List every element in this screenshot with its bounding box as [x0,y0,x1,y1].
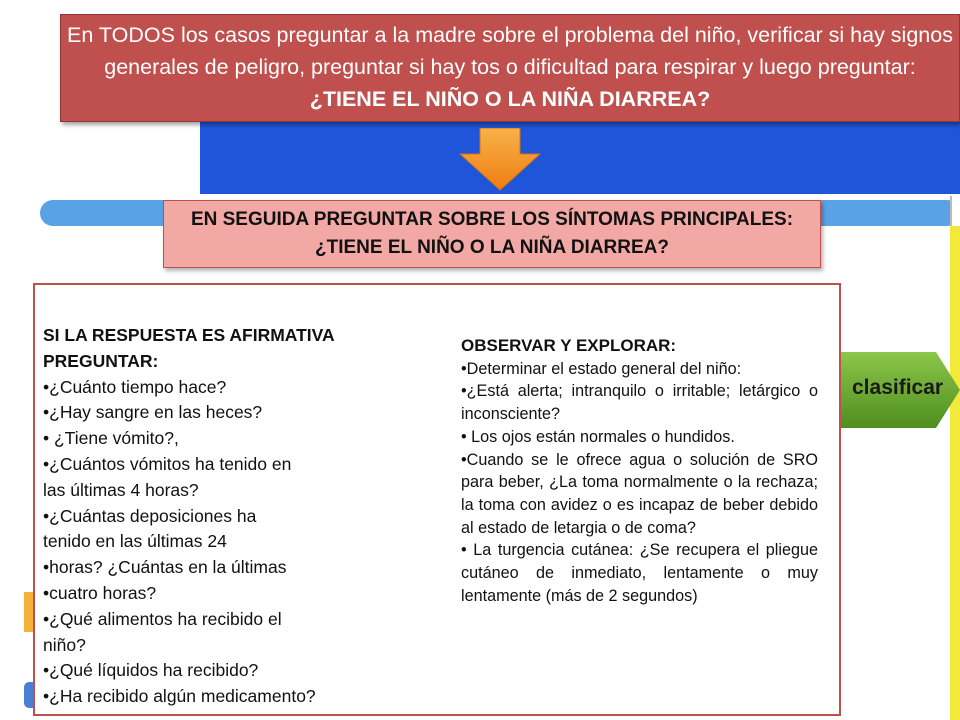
question-line: •¿Hay sangre en las heces? [43,402,263,423]
sub-banner-line-1: EN SEGUIDA PREGUNTAR SOBRE LOS SÍNTOMAS PRINCIPALES: [190,209,794,230]
observe-item: •¿Está alerta; intranquilo o irritable; letárgico o inconsciente? [461,382,818,424]
observe-item: • La turgencia cutánea: ¿Se recupera el pliegue cutáneo de inmediato, lentamente o muy lentamente (más de 2 segundos) [461,541,818,605]
question-line: niño? [43,634,86,655]
observe-heading: OBSERVAR Y EXPLORAR: [461,336,677,355]
yellow-strip [950,226,960,720]
question-line: • ¿Tiene vómito?, [43,428,179,449]
question-line: •¿Cuántas deposiciones ha [43,505,257,526]
top-banner-text: En TODOS los casos preguntar a la madre sobre el problema del niño, verificar si hay signos generales de peligro, preguntar si hay tos o dificultad para respirar y luego preguntar: [67,23,953,79]
question-line: •cuatro horas? [43,582,157,603]
observe-item: •Cuando se le ofrece agua o solución de SRO para beber, ¿La toma normalmente o la rechaza; la toma con avidez o es incapaz de beber debido al estado de letargia o de coma? [461,450,818,537]
yellow-strip-top [950,196,960,226]
questions-heading-line-1: SI LA RESPUESTA ES AFIRMATIVA [43,325,335,345]
question-line: •¿Ha recibido algún medicamento? [43,686,316,707]
observe-column [461,335,818,607]
questions-column [43,323,443,710]
question-line: •horas? ¿Cuántas en la últimas [43,557,287,578]
question-line: •¿Cuántos vómitos ha tenido en [43,453,292,474]
question-line: •¿Qué alimentos ha recibido el [43,608,282,629]
classify-button[interactable]: clasificar [852,376,944,399]
question-line: tenido en las últimas 24 [43,531,227,552]
blue-band [200,122,960,194]
top-banner [60,14,960,122]
questions-heading-line-2: PREGUNTAR: [43,350,159,371]
question-line: •¿Qué líquidos ha recibido? [43,660,259,681]
down-arrow-icon [458,128,542,192]
question-line: las últimas 4 horas? [43,479,199,500]
observe-item: • Los ojos están normales o hundidos. [461,427,735,446]
top-banner-emphasis: ¿TIENE EL NIÑO O LA NIÑA DIARREA? [309,87,711,111]
sub-banner [163,200,821,268]
observe-item: •Determinar el estado general del niño: [461,359,742,378]
question-line: •¿Cuánto tiempo hace? [43,376,227,397]
sub-banner-line-2: ¿TIENE EL NIÑO O LA NIÑA DIARREA? [315,237,669,258]
